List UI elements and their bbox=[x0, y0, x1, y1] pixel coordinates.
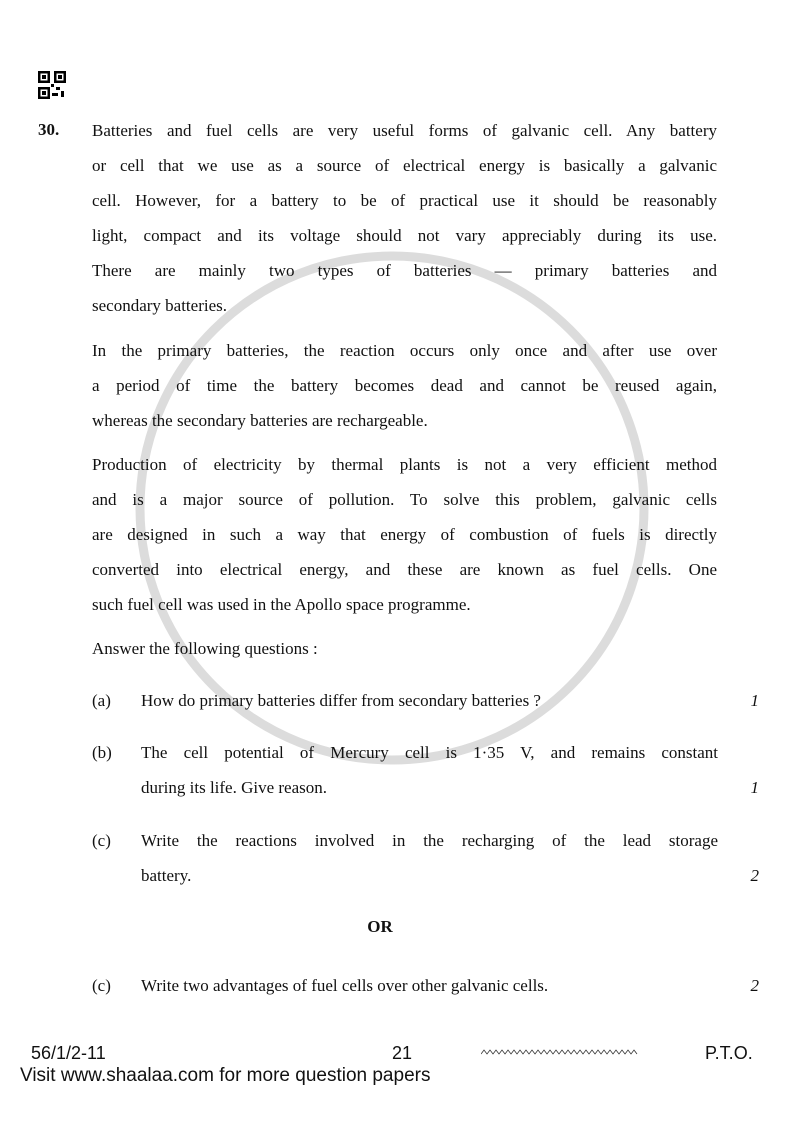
passage-line: In the primary batteries, the reaction occurs only once and after use over bbox=[92, 341, 717, 360]
passage-line: Production of electricity by thermal plants is not a very efficient method bbox=[92, 455, 717, 474]
subquestion-text: How do primary batteries differ from secondary batteries ? bbox=[141, 691, 541, 710]
subquestion-text: Write two advantages of fuel cells over other galvanic cells. bbox=[141, 976, 549, 995]
subquestion-text: Write the reactions involved in the recharging of the lead storage bbox=[141, 831, 718, 850]
instruction: Answer the following questions : bbox=[92, 639, 318, 658]
passage-line: or cell that we use as a source of electrical energy is basically a galvanic bbox=[92, 156, 717, 175]
paper-code: 56/1/2-11 bbox=[31, 1043, 106, 1063]
marks: 2 bbox=[750, 866, 759, 885]
or-divider: OR bbox=[367, 917, 393, 936]
passage-line: such fuel cell was used in the Apollo space programme. bbox=[92, 595, 471, 614]
qr-code-icon bbox=[38, 71, 66, 99]
passage-line: cell. However, for a battery to be of practical use it should be reasonably bbox=[92, 191, 717, 210]
pto-label: P.T.O. bbox=[705, 1043, 753, 1063]
page-number: 21 bbox=[392, 1043, 413, 1063]
passage-line: whereas the secondary batteries are rechargeable. bbox=[92, 411, 428, 430]
passage-line: converted into electrical energy, and these are known as fuel cells. One bbox=[92, 560, 717, 579]
visit-website-note: Visit www.shaalaa.com for more question papers bbox=[20, 1065, 431, 1086]
passage-line: secondary batteries. bbox=[92, 296, 227, 315]
passage-line: There are mainly two types of batteries — primary batteries and bbox=[92, 261, 717, 280]
marks: 1 bbox=[750, 691, 759, 710]
marks: 2 bbox=[750, 976, 759, 995]
passage-line: are designed in such a way that energy of combustion of fuels is directly bbox=[92, 525, 717, 544]
passage-line: Batteries and fuel cells are very useful forms of galvanic cell. Any battery bbox=[92, 121, 717, 140]
question-number: 30. bbox=[38, 120, 60, 139]
passage-line: a period of time the battery becomes dead and cannot be reused again, bbox=[92, 376, 717, 395]
subquestion-text: during its life. Give reason. bbox=[141, 778, 328, 797]
subquestion-label: (c) bbox=[92, 831, 111, 850]
marks: 1 bbox=[750, 778, 759, 797]
subquestion-label: (a) bbox=[92, 691, 111, 710]
subquestion-label: (b) bbox=[92, 743, 112, 762]
passage-line: and is a major source of pollution. To solve this problem, galvanic cells bbox=[92, 490, 717, 509]
passage-line: light, compact and its voltage should not vary appreciably during its use. bbox=[92, 226, 717, 245]
subquestion-text: The cell potential of Mercury cell is 1·35 V, and remains constant bbox=[141, 743, 718, 762]
wavy-line-decoration bbox=[481, 1048, 639, 1056]
subquestion-text: battery. bbox=[141, 866, 192, 885]
subquestion-label: (c) bbox=[92, 976, 111, 995]
